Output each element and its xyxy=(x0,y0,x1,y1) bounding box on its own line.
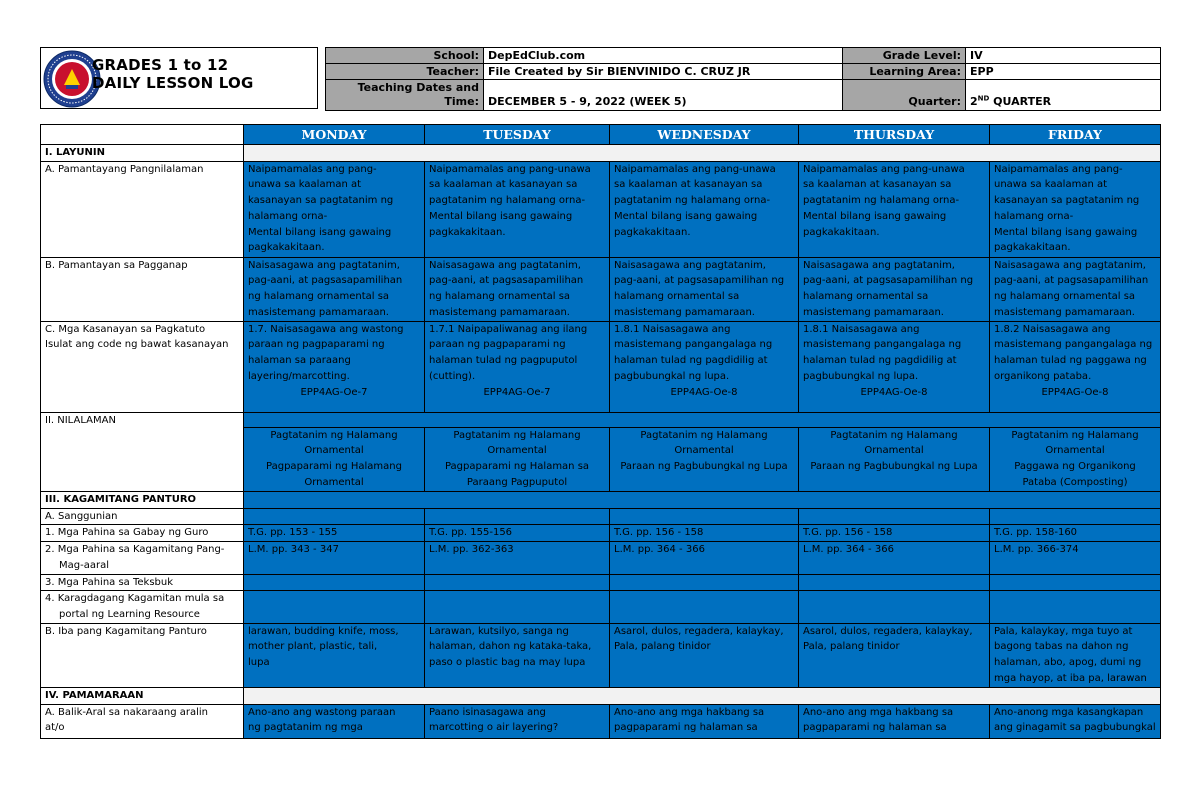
cell-a-tuesday xyxy=(425,161,610,257)
cell-nilalaman-wednesday xyxy=(610,427,799,491)
dates-value: DECEMBER 5 - 9, 2022 (WEEK 5) xyxy=(484,80,843,111)
line: sa kaalaman at kasanayan sa xyxy=(429,179,578,191)
cell-teksbuk-monday xyxy=(244,574,425,591)
line: portal ng Learning Resource xyxy=(59,608,200,620)
line: Paraan ng Pagbubungkal ng Lupa xyxy=(620,461,788,473)
line: Naisasagawa ang pagtatanim, xyxy=(803,259,955,271)
cell-iba-wednesday xyxy=(610,623,799,687)
cell-nilalaman-monday xyxy=(244,427,425,491)
line: Naisasagawa ang pagtatanim, xyxy=(994,259,1146,271)
cell-sanggunian-monday xyxy=(244,508,425,525)
cell-nilalaman-thursday xyxy=(799,427,990,491)
line: pag-aani, at pagsasapamilihan xyxy=(429,275,584,287)
line: Pagtatanim ng Halamang xyxy=(453,429,581,441)
line: A. Balik-Aral sa nakaraang aralin xyxy=(45,706,209,718)
line: Naipamamalas ang pang- xyxy=(994,163,1123,175)
dates-label xyxy=(326,80,484,111)
line: Pataba (Composting) xyxy=(1022,476,1128,488)
line: pag-aani, at pagsasapamilihan xyxy=(994,275,1149,287)
line: Paraang Pagpuputol xyxy=(466,476,568,488)
line: 1.8.2 Naisasagawa ang xyxy=(994,323,1111,335)
line: Ano-ano ang mga hakbang sa xyxy=(803,706,954,718)
line: pagkakakitaan. xyxy=(614,226,691,238)
line: bagong tabas na dahon ng xyxy=(994,641,1129,653)
row-label-balik-aral xyxy=(41,704,244,738)
row-label-sanggunian: A. Sanggunian xyxy=(41,508,244,525)
line: at/o xyxy=(45,722,65,734)
cell-balik-aral-thursday xyxy=(799,704,990,738)
line: masistemang pamamaraan. xyxy=(429,306,570,318)
line: halaman, abo, apog, dumi ng xyxy=(994,657,1142,669)
cell-tg-friday: T.G. pp. 158-160 xyxy=(990,525,1161,542)
competency-code: EPP4AG-Oe-8 xyxy=(1041,386,1109,398)
info-table xyxy=(325,47,1161,111)
cell-lm-friday: L.M. pp. 366-374 xyxy=(990,542,1161,574)
dates-label-2: Time: xyxy=(444,95,479,108)
line: Pala, palang tinidor xyxy=(803,641,900,653)
line: Pagtatanim ng Halamang xyxy=(830,429,958,441)
line: C. Mga Kasanayan sa Pagkatuto xyxy=(45,323,206,335)
cell-balik-aral-wednesday xyxy=(610,704,799,738)
line: ng halamang ornamental sa xyxy=(994,291,1136,303)
cell-lr-tuesday xyxy=(425,591,610,623)
line: Ano-ano ang wastong paraan xyxy=(248,706,396,718)
teacher-label: Teacher: xyxy=(326,64,484,80)
cell-sanggunian-thursday xyxy=(799,508,990,525)
cell-lm-wednesday: L.M. pp. 364 - 366 xyxy=(610,542,799,574)
line: Naisasagawa ang pagtatanim, xyxy=(429,259,581,271)
cell-nilalaman-friday xyxy=(990,427,1161,491)
cell-b-friday xyxy=(990,257,1161,321)
cell-c-monday xyxy=(244,321,425,412)
line: pagtatanim ng halamang orna- xyxy=(803,195,960,207)
cell-lm-monday: L.M. pp. 343 - 347 xyxy=(244,542,425,574)
line: 2. Mga Pahina sa Kagamitang Pang- xyxy=(45,544,225,556)
line: pag-aani, at pagsasapamilihan ng xyxy=(803,275,974,287)
row-label-kagamitang-pang-mag-aaral xyxy=(41,542,244,574)
line: pagbubungkal ng lupa. xyxy=(614,370,730,382)
line: masistemang pangangalaga ng xyxy=(994,339,1153,351)
row-label-mga-kasanayan xyxy=(41,321,244,412)
line: Ornamental xyxy=(304,476,364,488)
cell-lr-monday xyxy=(244,591,425,623)
line: Pala, kalaykay, mga tuyo at xyxy=(994,625,1133,637)
teacher-value: File Created by Sir BIENVINIDO C. CRUZ JR xyxy=(484,64,843,80)
line: kasanayan sa pagtatanim ng xyxy=(248,195,394,207)
cell-sanggunian-friday xyxy=(990,508,1161,525)
line: halaman tulad ng paggawa ng xyxy=(994,355,1147,367)
line: kasanayan sa pagtatanim ng xyxy=(994,195,1140,207)
line: 1.8.1 Naisasagawa ang xyxy=(614,323,731,335)
line: sa kaalaman at kasanayan sa xyxy=(614,179,763,191)
line: Paano isinasagawa ang xyxy=(429,706,546,718)
line: Ornamental xyxy=(487,445,547,457)
cell-balik-aral-friday xyxy=(990,704,1161,738)
row-label-pamantayang-pangnilalaman: A. Pamantayang Pangnilalaman xyxy=(41,161,244,257)
day-header-friday: FRIDAY xyxy=(990,125,1161,145)
quarter-num: 2 xyxy=(970,95,978,108)
line: Pagtatanim ng Halamang xyxy=(640,429,768,441)
cell-tg-tuesday: T.G. pp. 155-156 xyxy=(425,525,610,542)
cell-c-wednesday xyxy=(610,321,799,412)
grade-value: IV xyxy=(966,48,1161,64)
line: pagbubungkal ng lupa. xyxy=(803,370,919,382)
line: 1.7.1 Naipapaliwanag ang ilang xyxy=(429,323,588,335)
cell-balik-aral-monday xyxy=(244,704,425,738)
line: pagkakakitaan. xyxy=(429,226,506,238)
line: 4. Karagdagang Kagamitan mula sa xyxy=(45,593,225,605)
row-label-karagdagang-kagamitan xyxy=(41,591,244,623)
line: Paraan ng Pagbubungkal ng Lupa xyxy=(810,461,978,473)
cell-a-wednesday xyxy=(610,161,799,257)
section-pamamaraan: IV. PAMAMARAAN xyxy=(41,687,244,704)
line: pagkakakitaan. xyxy=(248,242,325,254)
cell-lm-thursday: L.M. pp. 364 - 366 xyxy=(799,542,990,574)
quarter-rest: QUARTER xyxy=(989,95,1052,108)
line: paraan ng pagpaparami ng xyxy=(429,339,566,351)
line: Ano-anong mga kasangkapan xyxy=(994,706,1144,718)
row-label-iba-pang-kagamitan: B. Iba pang Kagamitang Panturo xyxy=(41,623,244,687)
day-header-monday: MONDAY xyxy=(244,125,425,145)
cell-iba-friday xyxy=(990,623,1161,687)
cell-sanggunian-tuesday xyxy=(425,508,610,525)
row-label-gabay-ng-guro: 1. Mga Pahina sa Gabay ng Guro xyxy=(41,525,244,542)
line: Naipamamalas ang pang-unawa xyxy=(429,163,591,175)
line: unawa sa kaalaman at xyxy=(994,179,1108,191)
line: Ornamental xyxy=(1045,445,1105,457)
line: ng halamang ornamental sa xyxy=(248,291,390,303)
day-header-wednesday: WEDNESDAY xyxy=(610,125,799,145)
line: Naipamamalas ang pang-unawa xyxy=(614,163,776,175)
line: masistemang pangangalaga ng xyxy=(803,339,962,351)
line: Naisasagawa ang pagtatanim, xyxy=(248,259,400,271)
line: ang ginagamit sa pagbubungkal xyxy=(994,722,1156,734)
title-line-2: DAILY LESSON LOG xyxy=(92,74,254,92)
line: layering/marcotting. xyxy=(248,370,350,382)
line: organikong pataba. xyxy=(994,370,1092,382)
row-label-teksbuk: 3. Mga Pahina sa Teksbuk xyxy=(41,574,244,591)
cell-iba-monday xyxy=(244,623,425,687)
cell-b-thursday xyxy=(799,257,990,321)
line: masistemang pangangalaga ng xyxy=(614,339,773,351)
cell-lr-wednesday xyxy=(610,591,799,623)
cell-tg-thursday: T.G. pp. 156 - 158 xyxy=(799,525,990,542)
quarter-sup: ND xyxy=(977,94,990,103)
line: paso o plastic bag na may lupa xyxy=(429,657,586,669)
line: halaman tulad ng pagpuputol xyxy=(429,355,578,367)
line: Pagpaparami ng Halamang xyxy=(266,461,402,473)
kagamitan-span-cell xyxy=(244,491,1161,508)
line: Ornamental xyxy=(674,445,734,457)
page-title xyxy=(92,56,254,92)
dates-label-1: Teaching Dates and xyxy=(357,81,479,94)
line: 1.7. Naisasagawa ang wastong xyxy=(248,323,404,335)
line: Mental bilang isang gawaing xyxy=(614,210,758,222)
line: Asarol, dulos, regadera, kalaykay, xyxy=(614,625,784,637)
line: Ornamental xyxy=(304,445,364,457)
cell-b-wednesday xyxy=(610,257,799,321)
line: halaman tulad ng pagdidilig at xyxy=(803,355,957,367)
cell-teksbuk-friday xyxy=(990,574,1161,591)
line: pagpaparami ng halaman sa xyxy=(803,722,947,734)
line: halaman sa paraang xyxy=(248,355,351,367)
line: Mag-aaral xyxy=(59,559,109,571)
competency-code: EPP4AG-Oe-7 xyxy=(483,386,551,398)
cell-a-monday xyxy=(244,161,425,257)
line: halaman tulad ng pagdidilig at xyxy=(614,355,768,367)
line: pagpaparami ng halaman sa xyxy=(614,722,758,734)
line: Mental bilang isang gawaing xyxy=(994,226,1138,238)
pamamaraan-span-cell xyxy=(244,687,1161,704)
line: Mental bilang isang gawaing xyxy=(248,226,392,238)
line: Paggawa ng Organikong xyxy=(1014,461,1136,473)
line: sa kaalaman at kasanayan sa xyxy=(803,179,952,191)
cell-c-tuesday xyxy=(425,321,610,412)
line: 1.8.1 Naisasagawa ang xyxy=(803,323,920,335)
corner-cell xyxy=(41,125,244,145)
day-header-thursday: THURSDAY xyxy=(799,125,990,145)
line: pag-aani, at pagsasapamilihan ng xyxy=(614,275,785,287)
quarter-value xyxy=(966,80,1161,111)
row-label-pamantayan-sa-pagganap: B. Pamantayan sa Pagganap xyxy=(41,257,244,321)
line: halaman, dahon ng kataka-taka, xyxy=(429,641,592,653)
area-value: EPP xyxy=(966,64,1161,80)
line: unawa sa kaalaman at xyxy=(248,179,362,191)
line: Naisasagawa ang pagtatanim, xyxy=(614,259,766,271)
line: Naipamamalas ang pang- xyxy=(248,163,377,175)
section-layunin: I. LAYUNIN xyxy=(41,145,244,162)
cell-lr-friday xyxy=(990,591,1161,623)
line: pag-aani, at pagsasapamilihan xyxy=(248,275,403,287)
line: Mental bilang isang gawaing xyxy=(429,210,573,222)
line: halamang ornamental sa xyxy=(803,291,929,303)
line: Asarol, dulos, regadera, kalaykay, xyxy=(803,625,973,637)
line: Larawan, kutsilyo, sanga ng xyxy=(429,625,569,637)
line: Pala, palang tinidor xyxy=(614,641,711,653)
line: pagkakakitaan. xyxy=(803,226,880,238)
day-header-tuesday: TUESDAY xyxy=(425,125,610,145)
line: Mental bilang isang gawaing xyxy=(803,210,947,222)
line: masistemang pamamaraan. xyxy=(803,306,944,318)
cell-balik-aral-tuesday xyxy=(425,704,610,738)
line: masistemang pamamaraan. xyxy=(248,306,389,318)
line: mother plant, plastic, tali, xyxy=(248,641,378,653)
area-label: Learning Area: xyxy=(843,64,966,80)
quarter-label: Quarter: xyxy=(843,80,966,111)
section-nilalaman: II. NILALAMAN xyxy=(41,412,244,491)
grade-label: Grade Level: xyxy=(843,48,966,64)
nilalaman-span-cell xyxy=(244,412,1161,427)
cell-a-friday xyxy=(990,161,1161,257)
line: pagtatanim ng halamang orna- xyxy=(614,195,771,207)
cell-tg-wednesday: T.G. pp. 156 - 158 xyxy=(610,525,799,542)
line: masistemang pamamaraan. xyxy=(614,306,755,318)
line: masistemang pamamaraan. xyxy=(994,306,1135,318)
line: pagtatanim ng halamang orna- xyxy=(429,195,586,207)
line: Pagtatanim ng Halamang xyxy=(1011,429,1139,441)
cell-c-thursday xyxy=(799,321,990,412)
cell-b-monday xyxy=(244,257,425,321)
cell-nilalaman-tuesday xyxy=(425,427,610,491)
line: (cutting). xyxy=(429,370,476,382)
line: paraan ng pagpaparami ng xyxy=(248,339,385,351)
line: lupa xyxy=(248,657,270,669)
cell-b-tuesday xyxy=(425,257,610,321)
line: pagkakakitaan. xyxy=(994,242,1071,254)
line: Pagpaparami ng Halaman sa xyxy=(444,461,590,473)
line: Pagtatanim ng Halamang xyxy=(270,429,398,441)
line: larawan, budding knife, moss, xyxy=(248,625,399,637)
section-kagamitan: III. KAGAMITANG PANTURO xyxy=(41,491,244,508)
line: halamang ornamental sa xyxy=(614,291,740,303)
cell-teksbuk-thursday xyxy=(799,574,990,591)
lesson-grid xyxy=(40,124,1161,739)
cell-iba-thursday xyxy=(799,623,990,687)
line: halamang orna- xyxy=(248,210,328,222)
school-label: School: xyxy=(326,48,484,64)
cell-a-thursday xyxy=(799,161,990,257)
competency-code: EPP4AG-Oe-8 xyxy=(860,386,928,398)
line: ng halamang ornamental sa xyxy=(429,291,571,303)
cell-teksbuk-wednesday xyxy=(610,574,799,591)
competency-code: EPP4AG-Oe-7 xyxy=(300,386,368,398)
cell-lm-tuesday: L.M. pp. 362-363 xyxy=(425,542,610,574)
line: marcotting o air layering? xyxy=(429,722,559,734)
cell-tg-monday: T.G. pp. 153 - 155 xyxy=(244,525,425,542)
cell-c-friday xyxy=(990,321,1161,412)
line: Ano-ano ang mga hakbang sa xyxy=(614,706,765,718)
competency-code: EPP4AG-Oe-8 xyxy=(670,386,738,398)
cell-lr-thursday xyxy=(799,591,990,623)
cell-sanggunian-wednesday xyxy=(610,508,799,525)
line: mga hayop, at iba pa, larawan xyxy=(994,672,1147,684)
line: Isulat ang code ng bawat kasanayan xyxy=(45,339,229,351)
cell-teksbuk-tuesday xyxy=(425,574,610,591)
school-value: DepEdClub.com xyxy=(484,48,843,64)
cell-iba-tuesday xyxy=(425,623,610,687)
line: halamang orna- xyxy=(994,210,1074,222)
line: Ornamental xyxy=(864,445,924,457)
layunin-span-cell xyxy=(244,145,1161,162)
line: ng pagtatanim ng mga xyxy=(248,722,363,734)
line: Naipamamalas ang pang-unawa xyxy=(803,163,965,175)
title-line-1: GRADES 1 to 12 xyxy=(92,56,229,74)
